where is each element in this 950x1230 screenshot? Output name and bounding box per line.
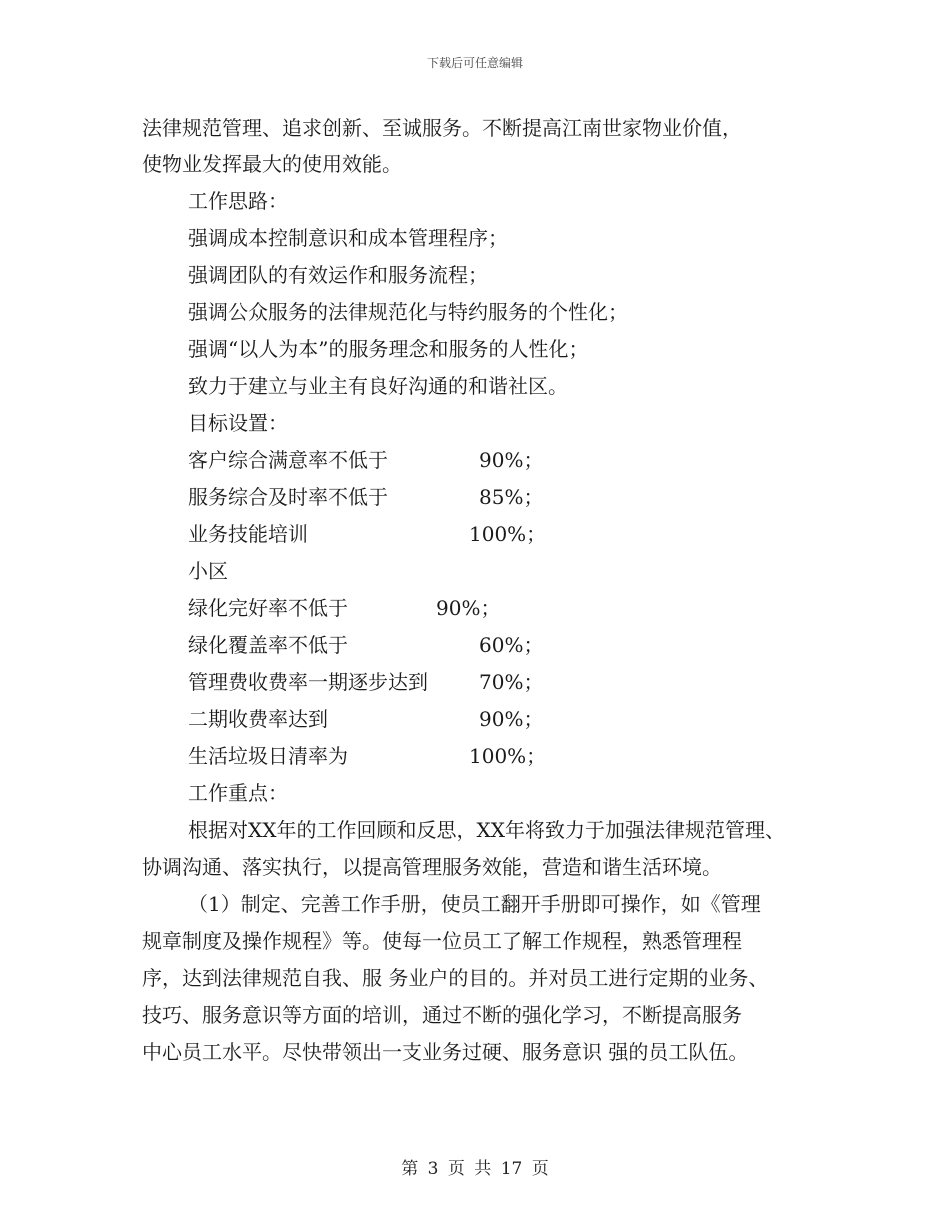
target-value: 100%； <box>469 522 547 546</box>
target-value: 85%； <box>479 485 544 509</box>
target-row <box>188 594 501 622</box>
target-label: 小区 <box>188 559 228 583</box>
target-label: 生活垃圾日清率为 <box>188 744 348 768</box>
target-row <box>188 705 544 733</box>
target-row <box>188 668 544 696</box>
target-label: 绿化完好率不低于 <box>188 596 348 620</box>
focus-title: 工作重点： <box>188 781 288 805</box>
target-label: 服务综合及时率不低于 <box>188 485 388 509</box>
work-idea-item: 强调成本控制意识和成本管理程序； <box>188 226 508 250</box>
target-label: 客户综合满意率不低于 <box>188 448 388 472</box>
targets-title: 目标设置： <box>188 411 288 435</box>
work-ideas-title: 工作思路： <box>188 189 288 213</box>
focus-paragraph-2-line: 中心员工水平。尽快带领出一支业务过硬、服务意识 强的员工队伍。 <box>142 1040 749 1064</box>
target-label: 绿化覆盖率不低于 <box>188 633 348 657</box>
target-value: 70%； <box>479 670 544 694</box>
focus-paragraph-2-line: 序，达到法律规范自我、服 务业户的目的。并对员工进行定期的业务、 <box>142 966 769 990</box>
target-value: 90%； <box>436 596 501 620</box>
target-row <box>188 446 544 474</box>
page-header: 下载后可任意编辑 <box>426 56 523 70</box>
focus-paragraph-2-line: 规章制度及操作规程》等。使每一位员工了解工作规程，熟悉管理程 <box>142 929 742 953</box>
focus-paragraph-2-line: 技巧、服务意识等方面的培训，通过不断的强化学习，不断提高服务 <box>142 1003 742 1027</box>
work-idea-item: 强调“以人为本”的服务理念和服务的人性化； <box>188 337 589 361</box>
work-idea-item: 致力于建立与业主有良好沟通的和谐社区。 <box>188 374 568 398</box>
target-value: 90%； <box>479 707 544 731</box>
target-value: 90%； <box>479 448 544 472</box>
page-footer: 第 3 页 共 17 页 <box>401 1159 549 1179</box>
target-label: 业务技能培训 <box>188 522 308 546</box>
target-row <box>188 483 544 511</box>
target-row <box>188 631 544 659</box>
target-row <box>188 742 547 770</box>
target-value: 100%； <box>469 744 547 768</box>
target-label: 二期收费率达到 <box>188 707 328 731</box>
focus-paragraph-2-line: （1）制定、完善工作手册，使员工翻开手册即可操作，如《管理 <box>188 892 761 916</box>
target-row <box>188 557 228 585</box>
target-value: 60%； <box>479 633 544 657</box>
target-label: 管理费收费率一期逐步达到 <box>188 670 428 694</box>
target-row <box>188 520 547 548</box>
focus-paragraph-1-line: 根据对XX年的工作回顾和反思，XX年将致力于加强法律规范管理、 <box>188 818 785 842</box>
focus-paragraph-1-line: 协调沟通、落实执行，以提高管理服务效能，营造和谐生活环境。 <box>142 855 722 879</box>
intro-line-1: 法律规范管理、追求创新、至诚服务。不断提高江南世家物业价值， <box>142 116 742 140</box>
work-idea-item: 强调公众服务的法律规范化与特约服务的个性化； <box>188 300 628 324</box>
work-idea-item: 强调团队的有效运作和服务流程； <box>188 263 488 287</box>
intro-line-2: 使物业发挥最大的使用效能。 <box>142 152 402 176</box>
